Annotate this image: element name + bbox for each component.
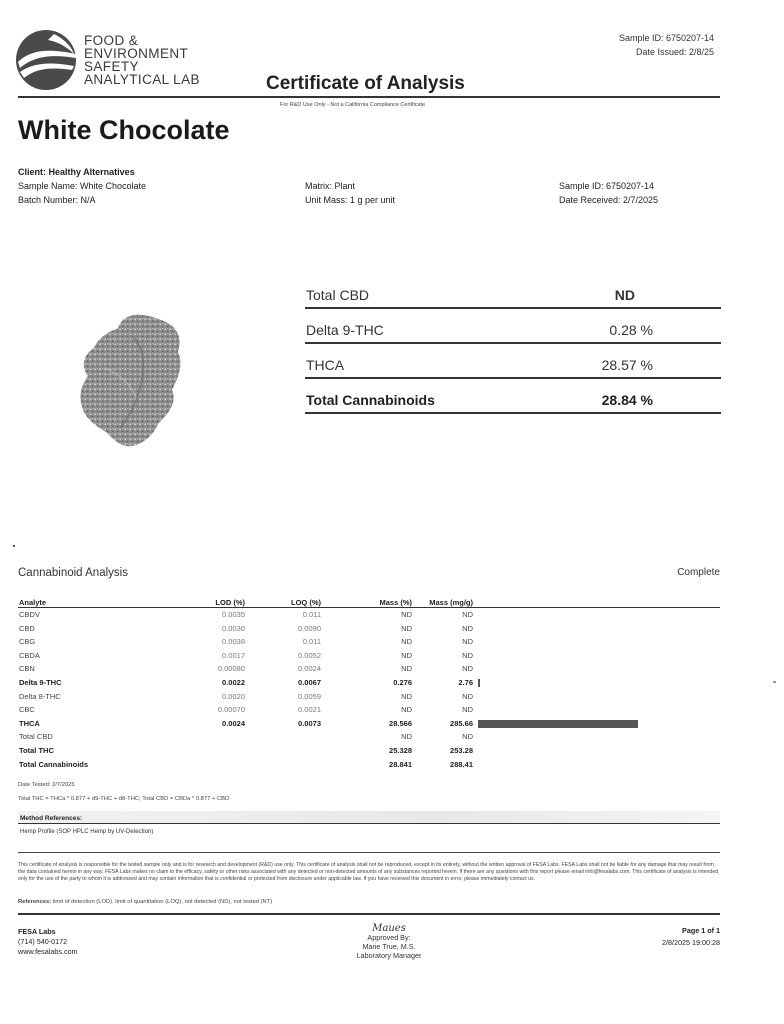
table-body <box>18 608 720 771</box>
matrix: Matrix: Plant <box>305 181 356 191</box>
mass-pct-cell: ND <box>401 650 412 660</box>
disclaimer: This certificate of analysis is responsible for the tested sample only and is for research and development (R&D) use only. This certificate of analysis shall not be reproduced, except in its entirety, without the written approval of FESA Labs. FESA Labs shall not be liable for any damage that may result from the data contained herein in any way. FESA Labs makes no claim to the efficacy, safety or other risks associated with any detected or non-detected amounts of any substances reported herein. If there are any questions with this report please email info@fesalabs.com. This certificate of analysis is intended only for the use of the party to whom it is addressed and may contain information that is confidential or protected from disclosure under applicable law. If you have received this document in error, please immediately contact us. <box>18 862 719 882</box>
table-row <box>18 662 720 676</box>
footer-phone: (714) 540-0172 <box>18 937 68 946</box>
loq-cell: 0.0052 <box>298 650 321 660</box>
mass-mg-cell: ND <box>462 664 473 674</box>
column-header: Analyte <box>19 598 47 607</box>
lod-cell: 0.0038 <box>222 637 245 647</box>
analyte-cell: THCA <box>19 718 40 728</box>
method-references-text: Hemp Profile (SOP HPLC Hemp by UV-Detection) <box>20 829 154 835</box>
date-received: Date Received: 2/7/2025 <box>559 195 659 205</box>
lab-name-line: FOOD & <box>84 33 139 48</box>
analyte-cell: Total THC <box>19 745 54 755</box>
analyte-cell: CBD <box>19 623 35 633</box>
document-title: Certificate of Analysis <box>266 73 465 94</box>
table-row <box>18 676 720 690</box>
section-title: Cannabinoid Analysis <box>18 567 128 579</box>
approver-title: Laboratory Manager <box>356 951 422 960</box>
potency-summary <box>305 274 721 414</box>
page-info <box>662 925 720 949</box>
mass-pct-cell: 28.566 <box>389 718 412 728</box>
mass-mg-cell: 253.28 <box>450 745 473 755</box>
mass-mg-cell: 285.66 <box>450 718 473 728</box>
analyte-cell: CBC <box>19 705 35 715</box>
references-label: References: <box>18 899 52 905</box>
matrix-info <box>305 179 395 207</box>
batch-number: Batch Number: N/A <box>18 195 96 205</box>
mass-pct-cell: ND <box>401 732 412 742</box>
header-meta <box>619 31 714 59</box>
table-row <box>18 649 720 663</box>
table-row <box>18 622 720 636</box>
table-row <box>18 703 720 717</box>
lab-name-line: SAFETY <box>84 59 139 74</box>
result-bar <box>478 679 480 687</box>
references <box>18 899 272 905</box>
lod-cell: 0.0024 <box>222 718 245 728</box>
summary-value: 28.57 % <box>601 357 653 373</box>
mass-mg-cell: ND <box>462 637 473 647</box>
mass-mg-cell: ND <box>462 705 473 715</box>
lod-cell: 0.0022 <box>222 677 245 687</box>
summary-row <box>305 274 721 309</box>
mass-mg-cell: ND <box>462 610 473 619</box>
table-row <box>18 635 720 649</box>
mass-pct-cell: ND <box>401 664 412 674</box>
mass-mg-cell: ND <box>462 732 473 742</box>
table-row <box>18 608 720 622</box>
sample-id: Sample ID: 6750207-14 <box>559 181 655 191</box>
loq-cell: 0.0059 <box>298 691 321 701</box>
loq-cell: 0.0073 <box>298 718 321 728</box>
method-references-label: Method References: <box>20 815 83 822</box>
column-header: Mass (%) <box>379 598 412 607</box>
loq-cell: 0.0021 <box>298 705 321 715</box>
column-header: Mass (mg/g) <box>429 598 473 607</box>
loq-cell: 0.011 <box>302 610 321 619</box>
mass-mg-cell: 288.41 <box>450 759 473 769</box>
table-row <box>18 744 720 758</box>
mass-mg-cell: ND <box>462 623 473 633</box>
summary-row <box>305 309 721 344</box>
mass-mg-cell: ND <box>462 691 473 701</box>
lab-contact <box>18 927 78 957</box>
analyte-cell: CBN <box>19 664 35 674</box>
date-tested: Date Tested: 2/7/2025 <box>18 782 75 788</box>
scan-speck <box>13 545 15 547</box>
summary-value: 28.84 % <box>601 392 653 408</box>
mass-pct-cell: 28.841 <box>389 759 412 769</box>
cannabinoid-table <box>18 597 720 771</box>
analyte-cell: Delta 8-THC <box>19 691 61 701</box>
rd-use-note: For R&D Use Only - Not a California Compliance Certificate <box>280 102 426 108</box>
column-header: LOD (%) <box>215 598 245 607</box>
lab-name-line: ENVIRONMENT <box>84 46 189 61</box>
lod-cell: 0.0020 <box>222 691 245 701</box>
lab-logo-text <box>84 34 200 86</box>
lod-cell: 0.00080 <box>217 664 245 674</box>
column-header: LOQ (%) <box>291 598 321 607</box>
analyte-cell: CBDA <box>19 650 40 660</box>
mass-pct-cell: 0.276 <box>393 677 412 687</box>
signature: Maues <box>372 923 406 934</box>
analyte-cell: CBDV <box>19 610 40 619</box>
product-name: White Chocolate <box>18 115 230 145</box>
report-timestamp: 2/8/2025 19:00:28 <box>662 938 720 947</box>
table-row <box>18 758 720 772</box>
lod-cell: 0.0017 <box>222 650 245 660</box>
table-row <box>18 730 720 744</box>
scan-speck <box>773 681 776 683</box>
lod-cell: 0.00070 <box>217 705 245 715</box>
lab-logo-icon <box>14 28 78 92</box>
summary-label: Delta 9-THC <box>306 322 384 338</box>
summary-value: 0.28 % <box>609 322 653 338</box>
mass-pct-cell: ND <box>401 637 412 647</box>
mass-pct-cell: 25.328 <box>389 745 412 755</box>
loq-cell: 0.0067 <box>298 677 321 687</box>
footer-divider <box>18 913 720 915</box>
mass-pct-cell: ND <box>401 691 412 701</box>
analyte-cell: Delta 9-THC <box>19 677 62 687</box>
result-bar <box>478 720 638 728</box>
analyte-cell: Total Cannabinoids <box>19 759 89 769</box>
summary-value: ND <box>614 287 635 303</box>
summary-label: THCA <box>306 357 345 373</box>
header-divider <box>18 96 720 98</box>
footer-lab-name: FESA Labs <box>18 927 56 936</box>
total-formula: Total THC = THCa * 0.877 + d9-THC + d8-THC; Total CBD = CBDa * 0.877 + CBD <box>18 796 230 802</box>
mass-pct-cell: ND <box>401 610 412 619</box>
analyte-cell: CBG <box>19 637 36 647</box>
lod-cell: 0.0035 <box>222 610 245 619</box>
summary-label: Total CBD <box>306 287 370 303</box>
sample-photo <box>74 308 186 450</box>
divider <box>18 852 720 853</box>
summary-row-total <box>305 379 721 414</box>
page-number: Page 1 of 1 <box>682 926 720 935</box>
loq-cell: 0.0024 <box>298 664 321 674</box>
summary-label: Total Cannabinoids <box>306 392 435 408</box>
sample-info <box>559 179 658 207</box>
approver-name: Marie True, M.S. <box>362 942 416 951</box>
status-badge: Complete <box>677 567 720 578</box>
client-name: Client: Healthy Alternatives <box>18 167 135 177</box>
method-band <box>18 811 720 824</box>
mass-pct-cell: ND <box>401 623 412 633</box>
mass-mg-cell: 2.76 <box>458 677 473 687</box>
sample-name: Sample Name: White Chocolate <box>18 181 147 191</box>
loq-cell: 0.0090 <box>298 623 321 633</box>
mass-pct-cell: ND <box>401 705 412 715</box>
loq-cell: 0.011 <box>302 637 321 647</box>
lab-name-line: ANALYTICAL LAB <box>84 72 200 87</box>
references-text: limit of detection (LOD), limit of quantitation (LOQ), not detected (ND), not tested (NT) <box>51 899 273 905</box>
client-info <box>18 165 146 207</box>
mass-mg-cell: ND <box>462 650 473 660</box>
footer-website: www.fesalabs.com <box>18 947 78 956</box>
analyte-cell: Total CBD <box>19 732 53 742</box>
lod-cell: 0.0030 <box>222 623 245 633</box>
summary-row <box>305 344 721 379</box>
header-sample-id: Sample ID: 6750207-14 <box>618 33 714 43</box>
approval-block <box>340 924 438 960</box>
table-row <box>18 690 720 704</box>
approved-by-label: Approved By: <box>367 933 411 942</box>
header-date-issued: Date Issued: 2/8/25 <box>635 47 714 57</box>
table-row <box>18 717 720 731</box>
table-header <box>18 597 720 608</box>
unit-mass: Unit Mass: 1 g per unit <box>305 195 396 205</box>
